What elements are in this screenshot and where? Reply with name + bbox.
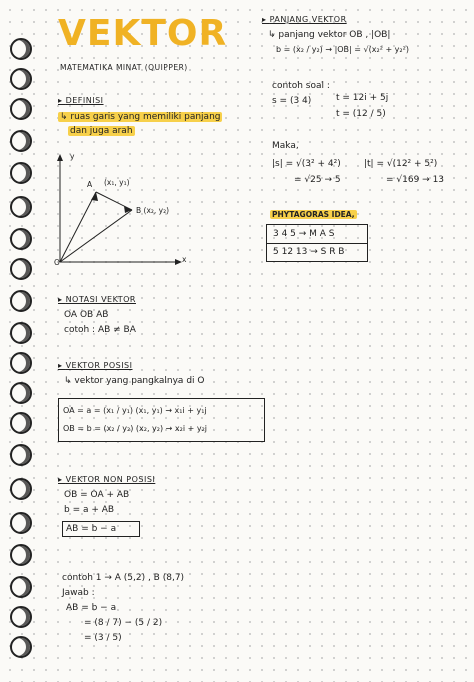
panjang-definition: ↳ panjang vektor OB , |OB| <box>268 30 391 40</box>
posisi-section <box>58 360 204 387</box>
contoh1-section <box>62 572 184 644</box>
binding-ring <box>10 352 32 374</box>
notasi-symbols: OA OB AB <box>64 310 109 320</box>
phytagoras-row-1: 3 4 5 → M A S <box>273 229 335 239</box>
notasi-section <box>58 294 136 336</box>
binding-ring <box>10 636 32 658</box>
contoh1-step-2: = (8 / 7) − (5 / 2) <box>84 618 163 628</box>
phytagoras-box <box>266 224 368 262</box>
y-axis-label: y <box>70 152 75 161</box>
vector-diagram <box>50 150 200 270</box>
definisi-section <box>58 95 222 137</box>
binding-ring <box>10 98 32 120</box>
contoh-soal-section <box>272 80 330 107</box>
contoh-soal-t-ij: t = 12i + 5j <box>336 93 389 103</box>
nonposisi-heading: ▸ VEKTOR NON POSISI <box>58 475 156 484</box>
binding-ring <box>10 606 32 628</box>
maka-s-formula: |s| = √(3² + 4²) <box>272 159 341 169</box>
contoh1-question: contoh 1 → A (5,2) , B (8,7) <box>62 573 185 583</box>
panjang-formula: b = (x₂ / y₂) → |OB| = √(x₂² + y₂²) <box>276 45 409 54</box>
maka-heading: Maka, <box>272 141 299 151</box>
binding-ring <box>10 130 32 152</box>
binding-ring <box>10 258 32 280</box>
x-axis-label: x <box>182 255 187 264</box>
binding-ring <box>10 412 32 434</box>
maka-s-group <box>272 158 341 186</box>
point-a-label: A <box>87 180 93 189</box>
posisi-heading: ▸ VEKTOR POSISI <box>58 361 133 370</box>
y-axis-arrow-icon <box>57 154 63 161</box>
binding-ring <box>10 68 32 90</box>
vector-ob <box>60 210 132 262</box>
contoh-soal-heading: contoh soal : <box>272 81 330 91</box>
phytagoras-divider <box>267 243 367 244</box>
binding-ring <box>10 322 32 344</box>
notasi-heading: ▸ NOTASI VEKTOR <box>58 295 136 304</box>
contoh1-step-1: AB = b − a <box>66 603 117 613</box>
origin-label: O <box>54 258 60 267</box>
binding-ring <box>10 38 32 60</box>
posisi-formula-ob: OB = b = (x₂ / y₂) (x₂, y₂) → x₂i + y₂j <box>63 424 208 433</box>
contoh-soal-t-group <box>336 92 388 120</box>
contoh1-jawab: Jawab : <box>62 588 95 598</box>
posisi-definition: ↳ vektor yang pangkalnya di O <box>64 376 205 386</box>
x-axis-arrow-icon <box>175 259 182 265</box>
binding-ring <box>10 544 32 566</box>
nonposisi-result-box <box>62 521 140 537</box>
point-b-label: B (x₂, y₂) <box>136 206 170 215</box>
binding-ring <box>10 444 32 466</box>
nonposisi-line-3: AB = b − a <box>66 524 117 534</box>
contoh-soal-s: s = (3 4) <box>272 96 312 106</box>
binding-ring <box>10 228 32 250</box>
binding-ring <box>10 576 32 598</box>
nonposisi-line-2: b = a + AB <box>64 505 115 515</box>
panjang-section <box>262 14 409 56</box>
maka-t-formula: |t| = √(12² + 5²) <box>364 159 438 169</box>
page-title: VEKTOR <box>58 13 228 54</box>
binding-ring <box>10 512 32 534</box>
contoh1-step-3: = (3 / 5) <box>84 633 122 643</box>
point-a-coords: (x₁, y₁) <box>104 178 130 187</box>
page-subtitle: MATEMATIKA MINAT (QUIPPER) <box>60 63 188 72</box>
vector-oa <box>60 192 96 262</box>
arrow-a-icon <box>91 192 98 201</box>
nonposisi-line-1: OB = OA + AB <box>64 490 130 500</box>
definisi-text-1: ↳ ruas garis yang memiliki panjang <box>60 112 221 122</box>
phytagoras-row-2: 5 12 13 → S R B <box>273 247 345 257</box>
posisi-formula-oa: OA = a = (x₁ / y₁) (x₁, y₁) → x₁i + y₁j <box>63 406 207 415</box>
arrow-b-icon <box>124 206 132 213</box>
phytagoras-heading: PHYTAGORAS IDEA, <box>272 210 355 219</box>
binding-ring <box>10 478 32 500</box>
definisi-text-2: dan juga arah <box>70 126 133 136</box>
panjang-heading: ▸ PANJANG VEKTOR <box>262 15 347 24</box>
maka-s-result: = √25 → 5 <box>294 175 341 185</box>
binding-ring <box>10 382 32 404</box>
definisi-heading: ▸ DEFINISI <box>58 96 104 105</box>
contoh-soal-t-col: t = (12 / 5) <box>336 109 386 119</box>
nonposisi-section <box>58 474 155 516</box>
maka-t-group <box>364 158 444 186</box>
posisi-formula-box <box>58 398 265 442</box>
binding-ring <box>10 162 32 184</box>
binding-ring <box>10 290 32 312</box>
notasi-example: cotoh : AB ≠ BA <box>64 325 136 335</box>
maka-t-result: = √169 → 13 <box>386 175 445 185</box>
binding-ring <box>10 196 32 218</box>
